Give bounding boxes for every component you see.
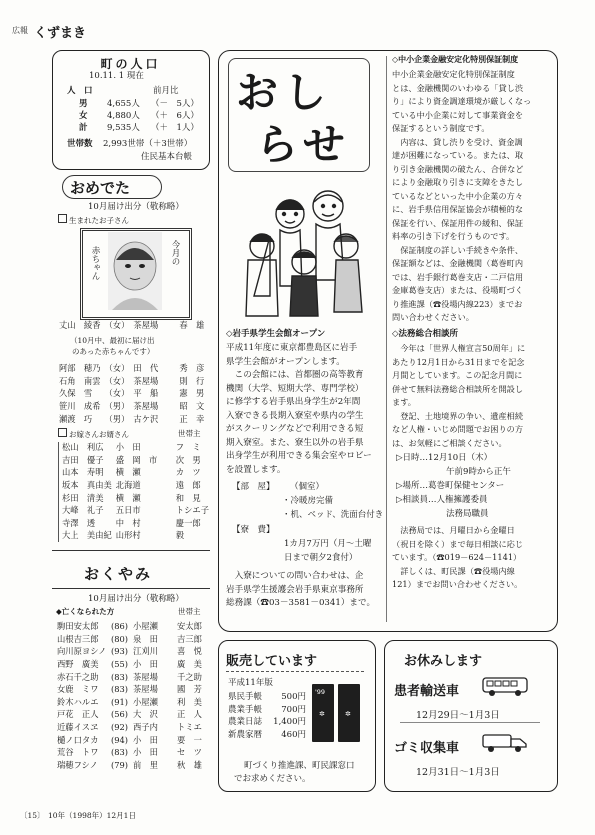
square-icon (58, 428, 67, 437)
dormitory-heading: ◇岩手県学生会館オープン (226, 329, 326, 339)
garbage-truck-icon (482, 732, 528, 754)
featured-note-2: のあった赤ちゃんです） (72, 347, 155, 356)
list-item: 山根吉三郎 (80) 泉 田 吉三郎 (57, 633, 202, 644)
list-item: 鈴木ハルエ (91) 小屋瀬 利 美 (57, 696, 202, 707)
notice-title-1: おし (236, 68, 333, 117)
legal-staff: ▷相談員…人権擁護委員 (396, 495, 488, 505)
list-item: 山本 寿明 横 瀬 カ ツ (62, 467, 201, 478)
list-item: 駒田安太郎 (86) 小屋瀬 安太郎 (57, 621, 202, 632)
photo-caption-left: 赤ちゃん (90, 246, 100, 280)
featured-note-1: （10月中、最初に届け出 (70, 336, 155, 345)
list-item: 西野 廣美 (55) 小 田 廣 美 (57, 659, 202, 670)
diamond-icon: ◆ (56, 607, 62, 616)
marriage-head-label: 世帯主 (178, 429, 201, 438)
holiday-name: 患者輸送車 (394, 684, 460, 699)
households-value: 2,993世帯（＋3世帯） (103, 139, 193, 149)
sales-footer-1: 町づくり推進課、町民課窓口 (244, 761, 355, 771)
dormitory-fee-line: 日まで朝夕2食付） (284, 553, 358, 563)
legal-date: ▷日時…12月10日（木） (396, 453, 493, 463)
sales-footer-2: でお求めください。 (234, 774, 311, 784)
population-date: 10.11. 1 現在 (89, 71, 144, 81)
list-item: 石角 南雲 （女） 茶屋場 則 行 (59, 375, 205, 386)
population-row: 計 9,535人 （＋ 1人） (79, 123, 199, 133)
holiday-name: ゴミ収集車 (394, 741, 460, 756)
sales-title: 販売しています (226, 654, 318, 669)
dormitory-body: 平成11年度に東京都豊島区に岩手 県学生会館がオープンします。 この会館には、首都圏の高等教育 機関（大学、短期大学、専門学校） に修学する岩手県出身学生が2年間 入寮できる長期入寮室や県内の学生 がスクーリングなどで利用できる短 期入寮室。また、寮生以外の岩手県 出身学生が利用できる集会室やロビー を設置します。 (226, 343, 372, 475)
list-item: 女鹿 ミワ (83) 茶屋場 國 芳 (57, 684, 202, 695)
population-box (52, 50, 210, 170)
dormitory-room-item: ・机、ベッド、洗面台付き (282, 510, 384, 520)
condolences-divider-2 (52, 588, 210, 589)
population-title: 町の人口 (100, 57, 161, 71)
list-item: 杉田 清美 横 瀬 和 見 (62, 492, 201, 503)
guarantee-body: 中小企業金融安定化特別保証制度 とは、金融機関のいわゆる「貸し渋 り」により資金調達環境が厳しくなっ ている中小企業に対して事業資金を 保証するという制度です。 内容は、貸し渋りを受け、資金調 達が困難になっている。または、取 り引き金融機関の破たん、合併など により金融取り引きに支障をきたし ているなどといった中小企業の方々 に、岩手県信用保証協会が積極的な 保証を行い、保証用件の緩和、保証 料率の引き下げを行うものです。 保証制度の詳しい手続きや条件、 保証額などは、金融機関（葛巻町内 では、岩手銀行葛巻支店・二戸信用 金庫葛巻支店）または、役場町づく り推進課（☎役場内線223）までお 問い合わせください。 (392, 69, 532, 322)
condolences-divider (52, 550, 210, 551)
marriages-list (60, 441, 211, 542)
list-item: 坂本 真由美 北海道 遠 郎 (62, 480, 201, 491)
header-label: 広報 (12, 26, 28, 35)
dormitory-fee-line: 1カ月7万円（月～土曜 (284, 539, 372, 549)
households-label: 世帯数 (67, 139, 93, 149)
list-item: 赤石千之助 (83) 茶屋場 千之助 (57, 671, 202, 682)
notebook-emblem: ✲ (345, 710, 351, 718)
births-label: 生まれたお子さん (58, 214, 129, 226)
notebook-image (312, 684, 334, 742)
congrats-note: 10月届け出分（敬称略） (88, 202, 184, 212)
legal-extra: 法務局では、月曜日から金曜日 （祝日を除く）まで毎日相談に応じ ています。（☎019－624－1141） 詳しくは、町民課（☎役場内線 121）までお問い合わせください。 (392, 525, 524, 589)
list-item: 戸花 正人 (56) 大 沢 正 人 (57, 709, 202, 720)
population-row: 男 4,655人 （－ 5人） (79, 99, 199, 109)
holidays-title: お休みします (404, 654, 483, 669)
header-title: くずまき (34, 26, 87, 41)
congrats-title: おめでた (70, 179, 131, 197)
population-source: 住民基本台帳 (141, 152, 193, 162)
condolences-label: ◆亡くなられた方 (56, 607, 115, 616)
dormitory-room-value: （個室） (290, 482, 325, 492)
dormitory-room-item: ・冷暖房完備 (282, 496, 334, 506)
photo-caption-right: 今月の (170, 240, 180, 266)
holiday-period: 12月31日～1月3日 (416, 767, 500, 778)
legal-place: ▷場所…葛巻町保健センター (396, 481, 505, 491)
list-item: 瑞穂フシノ (79) 前 里 秋 雄 (57, 759, 202, 770)
sales-title-underline (226, 671, 364, 672)
list-item: 笹川 成希 （男） 茶屋場 昭 文 (59, 401, 205, 412)
bus-icon (482, 676, 528, 698)
list-item: 樋ノ口タカ (94) 小 田 要 一 (57, 734, 202, 745)
marriage-bracket (58, 442, 59, 542)
condolences-head-label: 世帯主 (178, 607, 201, 616)
births-list (57, 362, 206, 425)
list-item: 久保 雪 （女） 平 船 憲 男 (59, 388, 205, 399)
holiday-divider (400, 722, 540, 723)
list-item: 向川原ヨシノ (93) 江刈川 喜 悦 (57, 646, 202, 657)
legal-office: 法務局職員 (446, 509, 489, 519)
square-icon (58, 214, 67, 223)
legal-heading: ◇法務総合相談所 (392, 329, 459, 339)
list-item: 県民手帳 500円 (228, 692, 306, 703)
list-item: 大峰 礼子 五日市 トシエ子 (62, 505, 209, 516)
featured-baby (57, 319, 206, 332)
list-item: 大上 美由紀 山形村 毅 (62, 530, 185, 541)
condolences-list (55, 620, 204, 771)
notice-title-2: らせ (256, 120, 351, 169)
guarantee-heading: ◇中小企業金融安定化特別保証制度 (392, 55, 519, 64)
list-item: 新農家暦 460円 (228, 730, 306, 741)
legal-time: 午前9時から正午 (446, 467, 511, 477)
list-item: 荒谷 トワ (83) 小 田 セ ツ (57, 747, 202, 758)
sales-year-label: 平成11年版 (228, 678, 273, 688)
marriage-label: お嫁さんお婿さん (58, 428, 129, 440)
list-item: 寺澤 透 中 村 慶一郎 (62, 517, 201, 528)
sales-items (226, 690, 308, 740)
population-prev-label: 前月比 (153, 86, 179, 96)
list-item: 阿部 穂乃 （女） 田 代 秀 彦 (59, 363, 205, 374)
dormitory-fee-label: 【寮 費】 (232, 525, 275, 535)
notebook-emblem: ✲ (319, 710, 325, 718)
page-number: 〔15〕 (20, 811, 45, 820)
featured-baby-row: 丈山 綾香 （女） 茶屋場 春 雄 (59, 320, 205, 331)
list-item: 松山 利広 小 田 フ ミ (62, 442, 201, 453)
list-item: 瀬渡 巧 （男） 古ケ沢 正 幸 (59, 413, 205, 424)
list-item: 農業手帳 700円 (228, 704, 306, 715)
legal-body: 今年は「世界人権宣言50周年」に あたり12月1日から31日までを記念 月間としています。この記念月間に 併せて無料法務総合相談所を開設し ます。 登記、土地境界の争い、遺産相続 など人権・いじめ問題でお困りの方 は、お気軽にご相談ください。 (392, 343, 526, 448)
list-item: 農業日誌 1,400円 (228, 717, 306, 728)
family-illustration (240, 176, 372, 322)
notebook-image (338, 684, 360, 742)
population-heading: 人 口 (67, 86, 93, 96)
population-rows (79, 98, 199, 134)
baby-photo (108, 232, 162, 310)
condolences-title: おくやみ (84, 565, 153, 583)
list-item: 吉田 優子 盛 岡 市 次 男 (62, 454, 201, 465)
condolences-note: 10月届け出分（敬称略） (88, 594, 184, 604)
dormitory-room-label: 【部 屋】 (232, 482, 275, 492)
population-row: 女 4,880人 （＋ 6人） (79, 111, 199, 121)
notice-column-divider (386, 56, 387, 622)
list-item: 近藤イスヱ (92) 西子内 トミエ (57, 722, 202, 733)
dormitory-contact: 入寮についての問い合わせは、企 岩手県学生援護会岩手県東京事務所 総務課（☎03－3581－0341）まで。 (226, 571, 376, 608)
holiday-period: 12月29日～1月3日 (416, 710, 500, 721)
notebook-year: '99 (315, 688, 326, 696)
issue-date: 10年（1998年）12月1日 (48, 811, 136, 820)
